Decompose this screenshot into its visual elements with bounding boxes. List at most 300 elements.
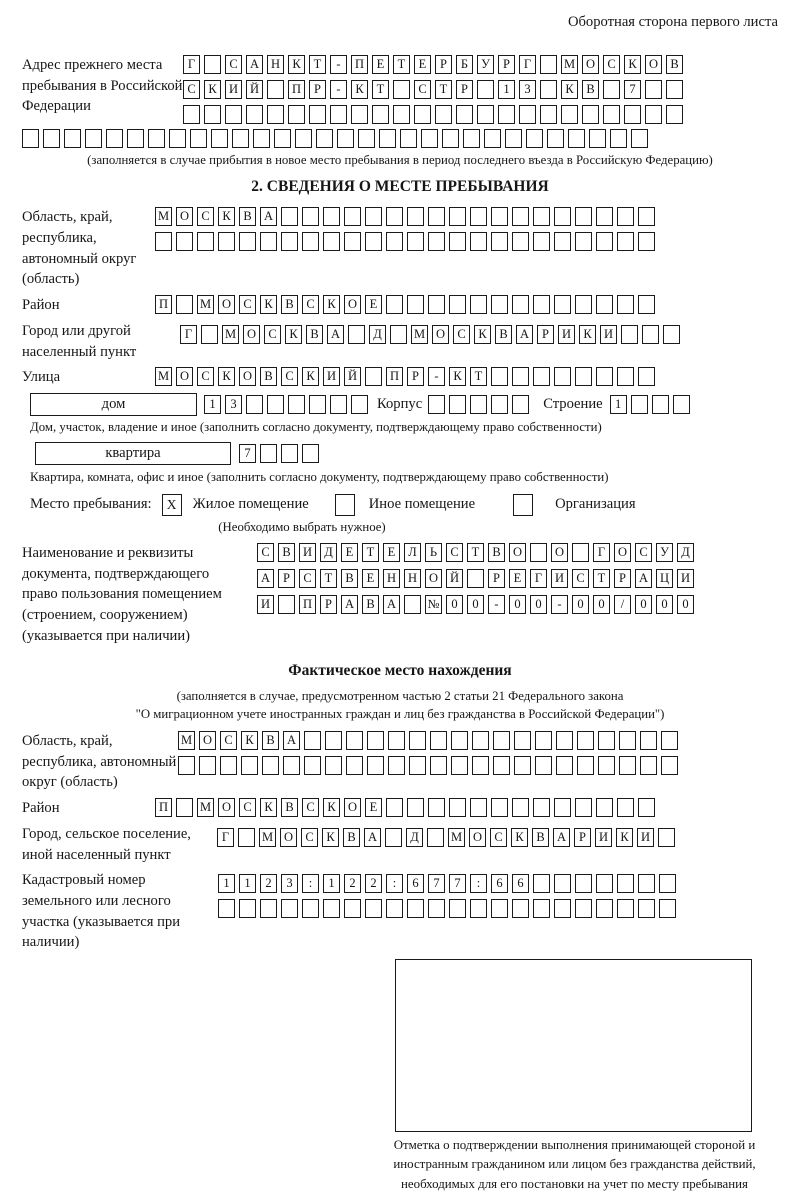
form-cell[interactable] bbox=[638, 798, 655, 817]
form-cell[interactable] bbox=[596, 798, 613, 817]
form-cell[interactable]: Г bbox=[530, 569, 547, 588]
form-cell[interactable] bbox=[428, 798, 445, 817]
form-cell[interactable]: Р bbox=[407, 367, 424, 386]
form-cell[interactable] bbox=[274, 129, 291, 148]
form-cell[interactable] bbox=[430, 756, 447, 775]
form-cell[interactable] bbox=[512, 207, 529, 226]
form-cell[interactable] bbox=[512, 798, 529, 817]
form-cell[interactable] bbox=[253, 129, 270, 148]
form-cell[interactable]: Й bbox=[344, 367, 361, 386]
form-cell[interactable]: О bbox=[425, 569, 442, 588]
form-cell[interactable]: В bbox=[488, 543, 505, 562]
form-cell[interactable] bbox=[631, 395, 648, 414]
form-cell[interactable]: И bbox=[257, 595, 274, 614]
form-cell[interactable] bbox=[85, 129, 102, 148]
form-cell[interactable] bbox=[533, 367, 550, 386]
form-cell[interactable] bbox=[577, 731, 594, 750]
form-cell[interactable] bbox=[246, 105, 263, 124]
form-cell[interactable] bbox=[617, 232, 634, 251]
form-cell[interactable] bbox=[512, 232, 529, 251]
form-cell[interactable] bbox=[225, 105, 242, 124]
form-cell[interactable] bbox=[617, 207, 634, 226]
form-cell[interactable]: О bbox=[199, 731, 216, 750]
form-cell[interactable] bbox=[638, 899, 655, 918]
form-cell[interactable]: К bbox=[474, 325, 491, 344]
form-cell[interactable] bbox=[533, 232, 550, 251]
form-cell[interactable]: И bbox=[677, 569, 694, 588]
form-cell[interactable]: М bbox=[561, 55, 578, 74]
form-cell[interactable]: К bbox=[218, 207, 235, 226]
form-cell[interactable]: Г bbox=[519, 55, 536, 74]
form-cell[interactable] bbox=[246, 395, 263, 414]
form-cell[interactable] bbox=[519, 105, 536, 124]
form-cell[interactable] bbox=[512, 899, 529, 918]
form-cell[interactable] bbox=[386, 295, 403, 314]
form-cell[interactable]: Е bbox=[362, 569, 379, 588]
form-cell[interactable] bbox=[367, 731, 384, 750]
form-cell[interactable]: К bbox=[323, 295, 340, 314]
form-cell[interactable] bbox=[351, 105, 368, 124]
form-cell[interactable] bbox=[302, 207, 319, 226]
form-cell[interactable]: К bbox=[218, 367, 235, 386]
form-cell[interactable] bbox=[309, 395, 326, 414]
form-cell[interactable] bbox=[323, 207, 340, 226]
form-cell[interactable] bbox=[640, 756, 657, 775]
form-cell[interactable] bbox=[348, 325, 365, 344]
form-cell[interactable] bbox=[199, 756, 216, 775]
form-cell[interactable]: С bbox=[635, 543, 652, 562]
form-cell[interactable]: В bbox=[495, 325, 512, 344]
form-cell[interactable]: 6 bbox=[407, 874, 424, 893]
form-cell[interactable] bbox=[514, 756, 531, 775]
form-cell[interactable] bbox=[281, 444, 298, 463]
form-cell[interactable] bbox=[659, 874, 676, 893]
form-cell[interactable]: 0 bbox=[467, 595, 484, 614]
form-cell[interactable]: Р bbox=[320, 595, 337, 614]
form-cell[interactable] bbox=[535, 731, 552, 750]
form-cell[interactable]: С bbox=[220, 731, 237, 750]
form-cell[interactable] bbox=[575, 874, 592, 893]
form-cell[interactable] bbox=[575, 899, 592, 918]
form-cell[interactable]: 3 bbox=[281, 874, 298, 893]
form-cell[interactable]: В bbox=[260, 367, 277, 386]
form-cell[interactable] bbox=[365, 207, 382, 226]
form-cell[interactable]: К bbox=[351, 80, 368, 99]
form-cell[interactable] bbox=[514, 731, 531, 750]
form-cell[interactable]: 1 bbox=[323, 874, 340, 893]
form-cell[interactable]: К bbox=[260, 798, 277, 817]
form-cell[interactable]: Т bbox=[372, 80, 389, 99]
form-cell[interactable] bbox=[467, 569, 484, 588]
form-cell[interactable] bbox=[477, 105, 494, 124]
form-cell[interactable]: У bbox=[477, 55, 494, 74]
form-cell[interactable]: Р bbox=[498, 55, 515, 74]
form-cell[interactable]: С bbox=[197, 207, 214, 226]
form-cell[interactable]: А bbox=[283, 731, 300, 750]
form-cell[interactable] bbox=[463, 129, 480, 148]
form-cell[interactable]: А bbox=[341, 595, 358, 614]
form-cell[interactable]: К bbox=[260, 295, 277, 314]
form-cell[interactable]: Г bbox=[217, 828, 234, 847]
form-cell[interactable]: Й bbox=[446, 569, 463, 588]
form-cell[interactable]: Й bbox=[246, 80, 263, 99]
form-cell[interactable] bbox=[414, 105, 431, 124]
form-cell[interactable] bbox=[288, 395, 305, 414]
form-cell[interactable]: 0 bbox=[572, 595, 589, 614]
form-cell[interactable] bbox=[127, 129, 144, 148]
form-cell[interactable]: В bbox=[262, 731, 279, 750]
form-cell[interactable] bbox=[645, 105, 662, 124]
form-cell[interactable] bbox=[204, 55, 221, 74]
form-cell[interactable]: И bbox=[299, 543, 316, 562]
form-cell[interactable]: 6 bbox=[512, 874, 529, 893]
form-cell[interactable]: А bbox=[635, 569, 652, 588]
form-cell[interactable] bbox=[367, 756, 384, 775]
form-cell[interactable] bbox=[407, 899, 424, 918]
form-cell[interactable] bbox=[190, 129, 207, 148]
form-cell[interactable]: 0 bbox=[677, 595, 694, 614]
form-cell[interactable] bbox=[358, 129, 375, 148]
form-cell[interactable] bbox=[386, 207, 403, 226]
form-cell[interactable]: С bbox=[281, 367, 298, 386]
form-cell[interactable] bbox=[449, 232, 466, 251]
form-cell[interactable]: К bbox=[322, 828, 339, 847]
form-cell[interactable] bbox=[309, 105, 326, 124]
form-cell[interactable] bbox=[561, 105, 578, 124]
form-cell[interactable]: : bbox=[302, 874, 319, 893]
form-cell[interactable] bbox=[470, 395, 487, 414]
form-cell[interactable] bbox=[596, 207, 613, 226]
form-cell[interactable] bbox=[577, 756, 594, 775]
form-cell[interactable] bbox=[304, 756, 321, 775]
form-cell[interactable] bbox=[540, 105, 557, 124]
form-cell[interactable] bbox=[148, 129, 165, 148]
form-cell[interactable]: - bbox=[330, 80, 347, 99]
form-cell[interactable]: К bbox=[323, 798, 340, 817]
form-cell[interactable]: Е bbox=[365, 798, 382, 817]
form-cell[interactable]: 0 bbox=[509, 595, 526, 614]
form-cell[interactable] bbox=[385, 828, 402, 847]
form-cell[interactable]: О bbox=[218, 798, 235, 817]
house-box[interactable]: дом bbox=[30, 393, 197, 416]
form-cell[interactable] bbox=[278, 595, 295, 614]
form-cell[interactable] bbox=[344, 207, 361, 226]
form-cell[interactable]: М bbox=[178, 731, 195, 750]
form-cell[interactable] bbox=[554, 798, 571, 817]
form-cell[interactable] bbox=[400, 129, 417, 148]
form-cell[interactable] bbox=[169, 129, 186, 148]
form-cell[interactable]: О bbox=[614, 543, 631, 562]
form-cell[interactable] bbox=[533, 207, 550, 226]
form-cell[interactable]: 0 bbox=[530, 595, 547, 614]
form-cell[interactable] bbox=[491, 899, 508, 918]
form-cell[interactable] bbox=[449, 207, 466, 226]
form-cell[interactable]: М bbox=[155, 367, 172, 386]
form-cell[interactable]: К bbox=[624, 55, 641, 74]
form-cell[interactable]: Д bbox=[677, 543, 694, 562]
form-cell[interactable]: М bbox=[259, 828, 276, 847]
form-cell[interactable]: О bbox=[280, 828, 297, 847]
form-cell[interactable] bbox=[619, 756, 636, 775]
form-cell[interactable] bbox=[575, 295, 592, 314]
form-cell[interactable]: Н bbox=[267, 55, 284, 74]
form-cell[interactable] bbox=[663, 325, 680, 344]
form-cell[interactable] bbox=[281, 232, 298, 251]
form-cell[interactable] bbox=[652, 395, 669, 414]
form-cell[interactable] bbox=[283, 756, 300, 775]
form-cell[interactable]: К bbox=[285, 325, 302, 344]
form-cell[interactable] bbox=[325, 731, 342, 750]
form-cell[interactable]: К bbox=[302, 367, 319, 386]
form-cell[interactable] bbox=[624, 105, 641, 124]
form-cell[interactable]: В bbox=[281, 295, 298, 314]
form-cell[interactable] bbox=[218, 899, 235, 918]
form-cell[interactable]: Е bbox=[414, 55, 431, 74]
form-cell[interactable]: Т bbox=[435, 80, 452, 99]
form-cell[interactable] bbox=[393, 105, 410, 124]
form-cell[interactable] bbox=[617, 798, 634, 817]
form-cell[interactable] bbox=[603, 80, 620, 99]
form-cell[interactable] bbox=[659, 899, 676, 918]
form-cell[interactable] bbox=[388, 731, 405, 750]
form-cell[interactable]: : bbox=[386, 874, 403, 893]
form-cell[interactable] bbox=[428, 207, 445, 226]
form-cell[interactable]: Н bbox=[383, 569, 400, 588]
form-cell[interactable] bbox=[472, 731, 489, 750]
form-cell[interactable]: С bbox=[239, 798, 256, 817]
form-cell[interactable]: В bbox=[281, 798, 298, 817]
form-cell[interactable]: С bbox=[302, 295, 319, 314]
form-cell[interactable] bbox=[554, 232, 571, 251]
form-cell[interactable]: Ц bbox=[656, 569, 673, 588]
form-cell[interactable] bbox=[554, 295, 571, 314]
form-cell[interactable] bbox=[533, 798, 550, 817]
form-cell[interactable] bbox=[598, 756, 615, 775]
form-cell[interactable] bbox=[642, 325, 659, 344]
form-cell[interactable]: О bbox=[176, 367, 193, 386]
form-cell[interactable]: П bbox=[386, 367, 403, 386]
form-cell[interactable] bbox=[568, 129, 585, 148]
form-cell[interactable] bbox=[239, 232, 256, 251]
form-cell[interactable]: Т bbox=[467, 543, 484, 562]
form-cell[interactable] bbox=[330, 105, 347, 124]
form-cell[interactable] bbox=[470, 899, 487, 918]
form-cell[interactable] bbox=[302, 232, 319, 251]
form-cell[interactable]: 0 bbox=[635, 595, 652, 614]
form-cell[interactable] bbox=[484, 129, 501, 148]
form-cell[interactable] bbox=[472, 756, 489, 775]
form-cell[interactable]: К bbox=[561, 80, 578, 99]
form-cell[interactable]: О bbox=[218, 295, 235, 314]
form-cell[interactable]: М bbox=[197, 295, 214, 314]
form-cell[interactable]: Т bbox=[362, 543, 379, 562]
form-cell[interactable] bbox=[512, 395, 529, 414]
form-cell[interactable] bbox=[505, 129, 522, 148]
form-cell[interactable]: / bbox=[614, 595, 631, 614]
form-cell[interactable]: Р bbox=[574, 828, 591, 847]
form-cell[interactable]: № bbox=[425, 595, 442, 614]
form-cell[interactable] bbox=[617, 899, 634, 918]
form-cell[interactable]: - bbox=[428, 367, 445, 386]
form-cell[interactable]: Е bbox=[509, 569, 526, 588]
form-cell[interactable]: С bbox=[183, 80, 200, 99]
form-cell[interactable] bbox=[645, 80, 662, 99]
form-cell[interactable] bbox=[575, 798, 592, 817]
form-cell[interactable]: О bbox=[243, 325, 260, 344]
form-cell[interactable] bbox=[596, 232, 613, 251]
form-cell[interactable]: 7 bbox=[449, 874, 466, 893]
form-cell[interactable] bbox=[535, 756, 552, 775]
form-cell[interactable] bbox=[428, 395, 445, 414]
form-cell[interactable]: 6 bbox=[491, 874, 508, 893]
form-cell[interactable] bbox=[617, 874, 634, 893]
form-cell[interactable]: Т bbox=[309, 55, 326, 74]
form-cell[interactable]: 1 bbox=[610, 395, 627, 414]
form-cell[interactable] bbox=[323, 232, 340, 251]
form-cell[interactable]: 1 bbox=[239, 874, 256, 893]
form-cell[interactable] bbox=[451, 731, 468, 750]
form-cell[interactable]: Г bbox=[593, 543, 610, 562]
form-cell[interactable]: И bbox=[600, 325, 617, 344]
form-cell[interactable] bbox=[267, 80, 284, 99]
form-cell[interactable] bbox=[598, 731, 615, 750]
form-cell[interactable]: С bbox=[257, 543, 274, 562]
form-cell[interactable]: 0 bbox=[446, 595, 463, 614]
form-cell[interactable] bbox=[530, 543, 547, 562]
form-cell[interactable] bbox=[661, 731, 678, 750]
form-cell[interactable] bbox=[281, 899, 298, 918]
form-cell[interactable] bbox=[64, 129, 81, 148]
form-cell[interactable]: В bbox=[278, 543, 295, 562]
form-cell[interactable]: Р bbox=[614, 569, 631, 588]
form-cell[interactable] bbox=[470, 232, 487, 251]
form-cell[interactable] bbox=[658, 828, 675, 847]
form-cell[interactable] bbox=[449, 798, 466, 817]
form-cell[interactable]: В bbox=[343, 828, 360, 847]
form-cell[interactable] bbox=[337, 129, 354, 148]
form-cell[interactable]: А bbox=[516, 325, 533, 344]
form-cell[interactable] bbox=[575, 367, 592, 386]
checkbox-other-premises[interactable] bbox=[335, 494, 355, 516]
form-cell[interactable]: С bbox=[446, 543, 463, 562]
form-cell[interactable]: А bbox=[364, 828, 381, 847]
form-cell[interactable]: 7 bbox=[239, 444, 256, 463]
form-cell[interactable]: О bbox=[551, 543, 568, 562]
form-cell[interactable]: М bbox=[411, 325, 428, 344]
form-cell[interactable] bbox=[302, 444, 319, 463]
form-cell[interactable]: 1 bbox=[498, 80, 515, 99]
form-cell[interactable]: Б bbox=[456, 55, 473, 74]
form-cell[interactable]: Е bbox=[341, 543, 358, 562]
form-cell[interactable]: 2 bbox=[365, 874, 382, 893]
form-cell[interactable]: С bbox=[225, 55, 242, 74]
form-cell[interactable]: Н bbox=[404, 569, 421, 588]
form-cell[interactable] bbox=[430, 731, 447, 750]
form-cell[interactable]: С bbox=[264, 325, 281, 344]
form-cell[interactable]: В bbox=[341, 569, 358, 588]
form-cell[interactable] bbox=[302, 899, 319, 918]
form-cell[interactable] bbox=[617, 295, 634, 314]
form-cell[interactable] bbox=[183, 105, 200, 124]
form-cell[interactable] bbox=[241, 756, 258, 775]
form-cell[interactable]: М bbox=[155, 207, 172, 226]
apartment-box[interactable]: квартира bbox=[35, 442, 231, 465]
form-cell[interactable]: Р bbox=[435, 55, 452, 74]
form-cell[interactable]: С bbox=[239, 295, 256, 314]
form-cell[interactable] bbox=[556, 756, 573, 775]
form-cell[interactable]: Ь bbox=[425, 543, 442, 562]
form-cell[interactable] bbox=[540, 80, 557, 99]
form-cell[interactable]: Т bbox=[393, 55, 410, 74]
form-cell[interactable]: С bbox=[299, 569, 316, 588]
form-cell[interactable]: Т bbox=[470, 367, 487, 386]
form-cell[interactable]: В bbox=[666, 55, 683, 74]
form-cell[interactable] bbox=[547, 129, 564, 148]
form-cell[interactable] bbox=[344, 232, 361, 251]
form-cell[interactable] bbox=[477, 80, 494, 99]
form-cell[interactable] bbox=[428, 232, 445, 251]
form-cell[interactable] bbox=[572, 543, 589, 562]
form-cell[interactable] bbox=[232, 129, 249, 148]
form-cell[interactable] bbox=[365, 899, 382, 918]
form-cell[interactable]: О bbox=[239, 367, 256, 386]
form-cell[interactable] bbox=[540, 55, 557, 74]
form-cell[interactable] bbox=[449, 395, 466, 414]
form-cell[interactable] bbox=[390, 325, 407, 344]
form-cell[interactable] bbox=[638, 295, 655, 314]
form-cell[interactable]: И bbox=[558, 325, 575, 344]
form-cell[interactable] bbox=[346, 731, 363, 750]
form-cell[interactable] bbox=[456, 105, 473, 124]
form-cell[interactable] bbox=[372, 105, 389, 124]
form-cell[interactable]: 0 bbox=[593, 595, 610, 614]
form-cell[interactable] bbox=[617, 367, 634, 386]
form-cell[interactable]: О bbox=[176, 207, 193, 226]
form-cell[interactable] bbox=[409, 756, 426, 775]
form-cell[interactable] bbox=[554, 874, 571, 893]
form-cell[interactable] bbox=[288, 105, 305, 124]
form-cell[interactable] bbox=[409, 731, 426, 750]
form-cell[interactable]: С bbox=[603, 55, 620, 74]
form-cell[interactable] bbox=[262, 756, 279, 775]
form-cell[interactable] bbox=[407, 232, 424, 251]
form-cell[interactable] bbox=[407, 295, 424, 314]
form-cell[interactable] bbox=[267, 105, 284, 124]
form-cell[interactable]: И bbox=[323, 367, 340, 386]
form-cell[interactable] bbox=[442, 129, 459, 148]
form-cell[interactable] bbox=[267, 395, 284, 414]
form-cell[interactable]: Р bbox=[488, 569, 505, 588]
form-cell[interactable] bbox=[295, 129, 312, 148]
form-cell[interactable] bbox=[428, 295, 445, 314]
form-cell[interactable]: А bbox=[327, 325, 344, 344]
form-cell[interactable] bbox=[491, 232, 508, 251]
form-cell[interactable] bbox=[533, 899, 550, 918]
form-cell[interactable] bbox=[661, 756, 678, 775]
form-cell[interactable]: А bbox=[246, 55, 263, 74]
form-cell[interactable] bbox=[533, 295, 550, 314]
form-cell[interactable] bbox=[596, 874, 613, 893]
form-cell[interactable]: С bbox=[490, 828, 507, 847]
form-cell[interactable]: И bbox=[225, 80, 242, 99]
form-cell[interactable] bbox=[638, 207, 655, 226]
form-cell[interactable] bbox=[493, 731, 510, 750]
form-cell[interactable] bbox=[640, 731, 657, 750]
form-cell[interactable]: О bbox=[432, 325, 449, 344]
form-cell[interactable] bbox=[554, 207, 571, 226]
form-cell[interactable] bbox=[176, 798, 193, 817]
form-cell[interactable]: С bbox=[453, 325, 470, 344]
